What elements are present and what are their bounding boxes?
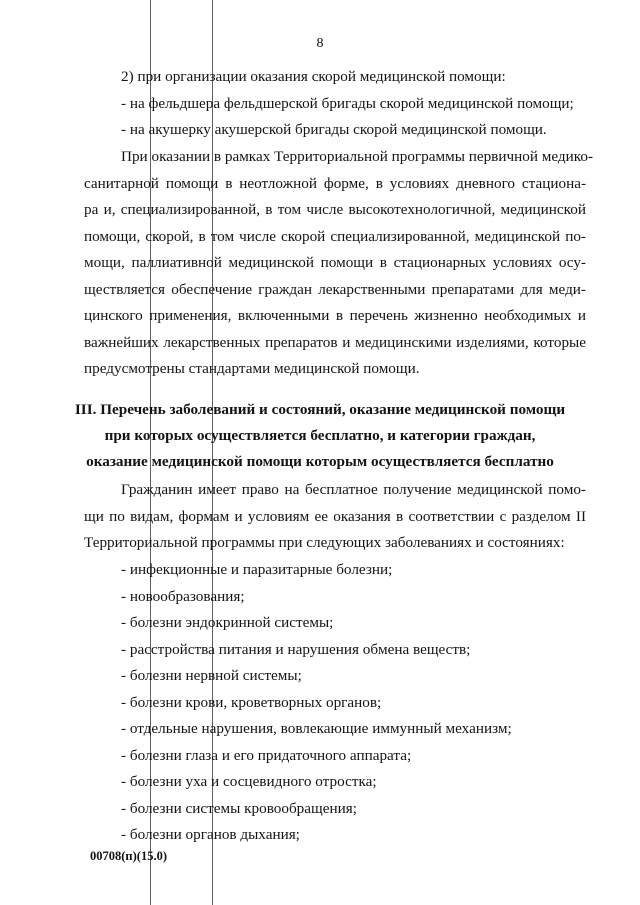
list-item: - отдельные нарушения, вовлекающие иммунный механизм; — [121, 720, 512, 737]
list-item: - болезни системы кровообращения; — [121, 800, 357, 817]
section-heading-line-2: при которых осуществляется бесплатно, и категории граждан, — [104, 427, 536, 444]
page-number: 8 — [316, 36, 324, 51]
p1-line-2: - на фельдшера фельдшерской бригады скорой медицинской помощи; — [121, 95, 574, 112]
p2-line-4: помощи, скорой, в том числе скорой специализированной, медицинской по- — [84, 228, 586, 245]
list-item: - болезни эндокринной системы; — [121, 614, 334, 631]
p3-line-3: Территориальной программы при следующих заболеваниях и состояниях: — [84, 534, 565, 551]
section-heading-line-1: III. Перечень заболеваний и состояний, оказание медицинской помощи — [74, 401, 566, 418]
p2-line-9: предусмотрены стандартами медицинской помощи. — [84, 360, 420, 377]
list-item: - болезни нервной системы; — [121, 667, 302, 684]
p2-line-8: важнейших лекарственных препаратов и медицинскими изделиями, которые — [84, 334, 586, 351]
list-item: - болезни органов дыхания; — [121, 826, 300, 843]
list-item: - болезни уха и сосцевидного отростка; — [121, 773, 377, 790]
p1-line-3: - на акушерку акушерской бригады скорой медицинской помощи. — [121, 121, 547, 138]
document-code: 00708(п)(15.0) — [90, 849, 167, 863]
p2-line-2: санитарной помощи в неотложной форме, в условиях дневного стациона- — [84, 175, 586, 192]
section-heading-line-3: оказание медицинской помощи которым осуществляется бесплатно — [86, 453, 554, 470]
list-item: - болезни крови, кроветворных органов; — [121, 694, 382, 711]
list-item: - расстройства питания и нарушения обмена веществ; — [121, 641, 471, 658]
p3-line-2: щи по видам, формам и условиям ее оказания в соответствии с разделом II — [84, 508, 586, 525]
p2-line-5: мощи, паллиативной медицинской помощи в стационарных условиях осу- — [84, 254, 586, 271]
p1-line-1: 2) при организации оказания скорой медицинской помощи: — [121, 68, 506, 85]
list-item: - болезни глаза и его придаточного аппарата; — [121, 747, 412, 764]
p2-line-1: При оказании в рамках Территориальной программы первичной медико- — [121, 148, 594, 165]
list-item: - инфекционные и паразитарные болезни; — [121, 561, 393, 578]
p2-line-6: ществляется обеспечение граждан лекарственными препаратами для меди- — [84, 281, 586, 298]
p2-line-3: ра и, специализированной, в том числе высокотехнологичной, медицинской — [84, 201, 586, 218]
list-item: - новообразования; — [121, 588, 245, 605]
p3-line-1: Гражданин имеет право на бесплатное получение медицинской помо- — [121, 481, 586, 498]
p2-line-7: цинского применения, включенными в перечень жизненно необходимых и — [84, 307, 586, 324]
